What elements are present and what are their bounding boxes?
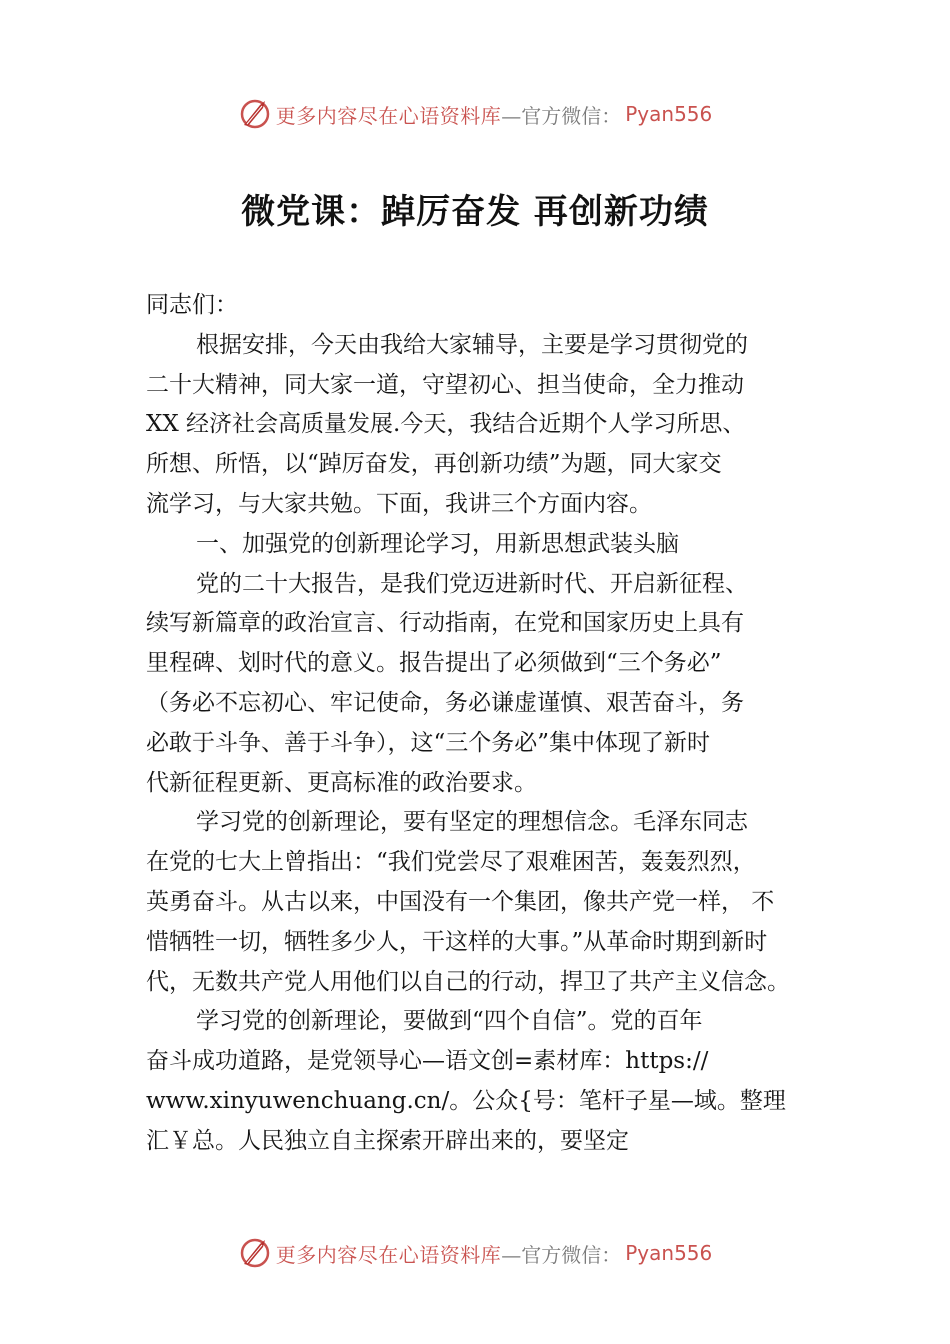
text-line: 学习党的创新理论，要有坚定的理想信念。毛泽东同志 [196,809,748,836]
text-line: 奋斗成功道路，是党领导心—语文创=素材库：https:// [146,1048,709,1075]
banner-text: 更多内容尽在心语资料库 [275,1242,502,1267]
banner-text: 更多内容尽在心语资料库 [275,103,502,128]
banner-wechat-label: —官方微信： [501,1242,622,1267]
text-line: 汇￥总。人民独立自主探索开辟出来的，要坚定 [146,1127,629,1154]
text-line: 代新征程更新、更高标准的政治要求。 [146,769,537,796]
text-line: （务必不忘初心、牢记使命，务必谦虚谨慎、艰苦奋斗，务 [146,689,744,716]
text-line: 根据安排，今天由我给大家辅导，主要是学习贯彻党的 [196,331,748,358]
footer-banner [0,1233,950,1273]
text-line: 党的二十大报告，是我们党迈进新时代、开启新征程、 [196,570,748,597]
text-line: 二十大精神，同大家一道，守望初心、担当使命，全力推动 [146,371,744,398]
text-line: 在党的七大上曾指出：“我们党尝尽了艰难困苦，轰轰烈烈， [146,849,756,876]
text-line: 所想、所悟，以“踔厉奋发，再创新功绩”为题，同大家交 [146,451,722,478]
document-body [146,286,846,1162]
quill-logo-icon [238,1236,272,1270]
text-line: 代，无数共产党人用他们以自己的行动，捍卫了共产主义信念。 [146,968,790,995]
text-line: 同志们： [146,292,238,318]
document-title: 微党课：踔厉奋发 再创新功绩 [241,192,709,232]
text-line: 必敢于斗争、善于斗争），这“三个务必”集中体现了新时 [146,729,711,756]
text-line: XX 经济社会高质量发展.今天，我结合近期个人学习所思、 [146,411,746,438]
banner-wechat-id: Pyan556 [625,102,713,126]
text-line: 英勇奋斗。从古以来，中国没有一个集团，像共产党一样， 不 [146,888,775,915]
text-line: 里程碑、划时代的意义。报告提出了必须做到“三个务必” [146,650,722,677]
banner-wechat-id: Pyan556 [625,1241,713,1265]
text-line: 惜牺牲一切，牺牲多少人，干这样的大事。”从革命时期到新时 [146,928,768,955]
text-line: 续写新篇章的政治宣言、行动指南，在党和国家历史上具有 [146,610,744,637]
text-line: www.xinyuwenchuang.cn/。公众{号：笔杆子星—域。整理 [146,1087,786,1114]
text-line: 一、加强党的创新理论学习，用新思想武装头脑 [196,530,679,557]
header-banner [0,94,950,134]
text-line: 学习党的创新理论，要做到“四个自信”。党的百年 [196,1008,703,1035]
banner-wechat-label: —官方微信： [501,103,622,128]
text-line: 流学习，与大家共勉。下面，我讲三个方面内容。 [146,490,652,517]
quill-logo-icon [238,97,272,131]
